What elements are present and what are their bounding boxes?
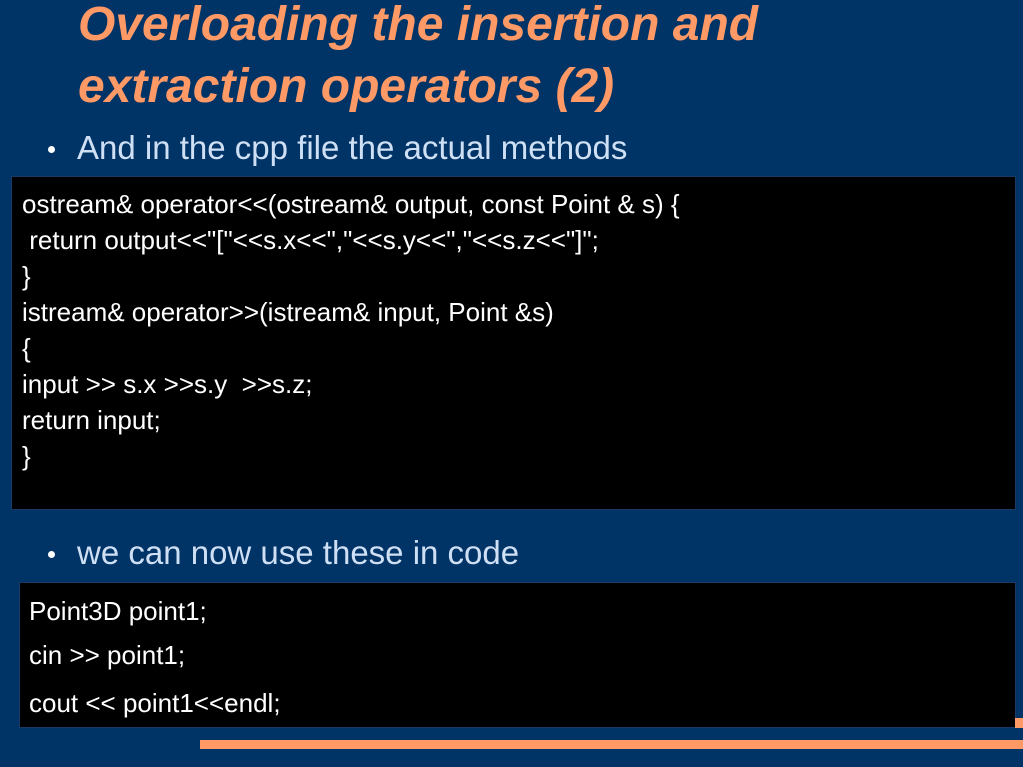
- code-line: ostream& operator<<(ostream& output, const Point & s) {: [22, 189, 680, 219]
- code-line: }: [22, 441, 31, 471]
- code-line: Point3D point1;: [29, 596, 207, 626]
- bullet-text: And in the cpp file the actual methods: [77, 129, 628, 166]
- code-line: cout << point1<<endl;: [29, 688, 281, 718]
- code-line: return output<<"["<<s.x<<","<<s.y<<","<<s.z<<"]";: [22, 225, 599, 255]
- decorative-accent-tick: [1015, 718, 1023, 728]
- bullet-text: we can now use these in code: [77, 534, 520, 571]
- code-line: }: [22, 261, 31, 291]
- code-line: istream& operator>>(istream& input, Point &s): [22, 297, 554, 327]
- bullet-item: [48, 128, 627, 168]
- code-line: input >> s.x >>s.y >>s.z;: [22, 369, 313, 399]
- bullet-dot-icon: [48, 551, 55, 558]
- bullet-dot-icon: [48, 146, 55, 153]
- code-block-methods: [11, 176, 1016, 510]
- slide-title: [78, 0, 1008, 118]
- bullet-item: [48, 533, 519, 573]
- code-line: cin >> point1;: [29, 640, 186, 670]
- slide-title-line-2: extraction operators (2): [78, 60, 615, 113]
- slide-title-line-1: Overloading the insertion and: [78, 0, 759, 51]
- code-line: {: [22, 333, 31, 363]
- code-line: return input;: [22, 405, 161, 435]
- decorative-accent-bar: [200, 740, 1023, 749]
- code-block-usage: [19, 582, 1016, 728]
